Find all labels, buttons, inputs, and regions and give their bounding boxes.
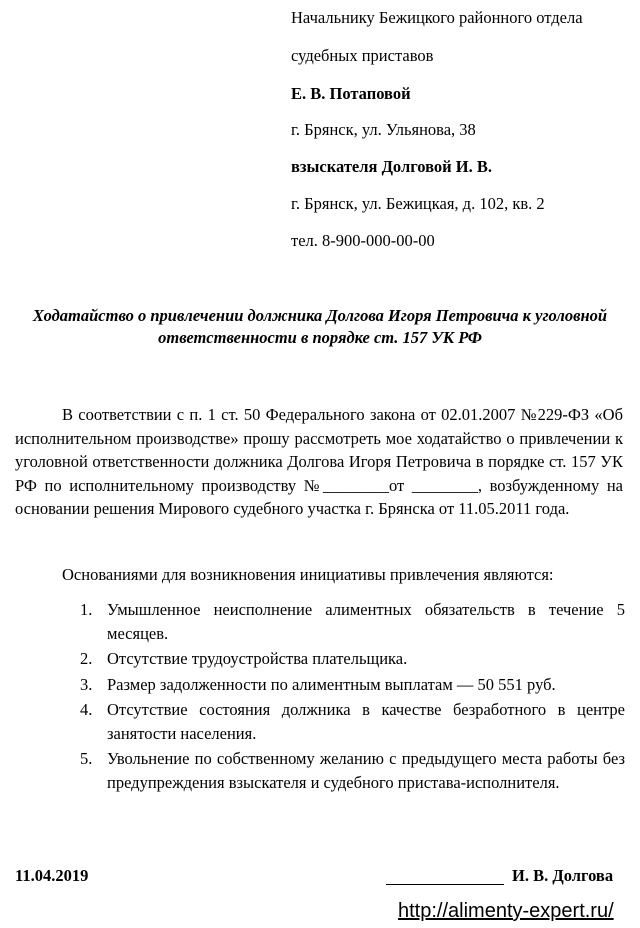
claimant-address: г. Брянск, ул. Бежицкая, д. 102, кв. 2 — [291, 194, 545, 213]
list-item — [80, 598, 625, 645]
signature-name: И. В. Долгова — [512, 866, 614, 885]
list-item-number: 3. — [80, 674, 93, 694]
claimant-name: взыскателя Долговой И. В. — [291, 157, 493, 176]
list-item-number: 5. — [80, 749, 93, 768]
list-item-text: Размер задолженности по алиментным выплатам — 50 551 руб. — [107, 674, 556, 694]
document-date: 11.04.2019 — [15, 866, 89, 885]
addressee-address: г. Брянск, ул. Ульянова, 38 — [291, 120, 476, 139]
addressee-department: судебных приставов — [291, 46, 434, 65]
document-title: Ходатайство о привлечении должника Долгова Игоря Петровича к уголовной ответственности в порядке ст. 157 УК РФ — [32, 306, 608, 347]
addressee-name: Е. В. Потаповой — [291, 84, 411, 103]
list-item — [80, 647, 625, 671]
source-watermark-link[interactable]: http://alimenty-expert.ru/ — [398, 900, 614, 922]
list-item — [80, 673, 625, 697]
list-item — [80, 698, 625, 745]
claimant-phone: тел. 8-900-000-00-00 — [291, 231, 435, 250]
list-item — [80, 747, 625, 794]
list-item-text: Увольнение по собственному желанию с предыдущего места работы без предупреждения взыскателя и судебного пристава-исполнителя. — [107, 749, 625, 792]
list-item-number: 2. — [80, 649, 93, 668]
grounds-list — [80, 598, 625, 794]
addressee-position: Начальнику Бежицкого районного отдела — [291, 8, 583, 27]
grounds-lead: Основаниями для возникновения инициативы привлечения являются: — [62, 565, 554, 584]
main-paragraph: В соответствии с п. 1 ст. 50 Федерального закона от 02.01.2007 №229-ФЗ «Об исполнительном производстве» прошу рассмотреть мое ходатайство о привлечении к уголовной ответственности должника Долгова Игоря Петровича в порядке ст. 157 УК РФ по исполнительному производству №________от ________, возбужденному на основании решения Мирового судебного участка г. Брянска от 11.05.2011 года. — [15, 405, 623, 519]
list-item-text: Отсутствие состояния должника в качестве безработного в центре занятости населения. — [107, 700, 625, 743]
list-item-text: Отсутствие трудоустройства плательщика. — [107, 649, 408, 668]
signature-line — [386, 884, 504, 885]
list-item-number: 4. — [80, 700, 93, 719]
list-item-text: Умышленное неисполнение алиментных обязательств в течение 5 месяцев. — [107, 600, 625, 643]
list-item-number: 1. — [80, 600, 93, 619]
